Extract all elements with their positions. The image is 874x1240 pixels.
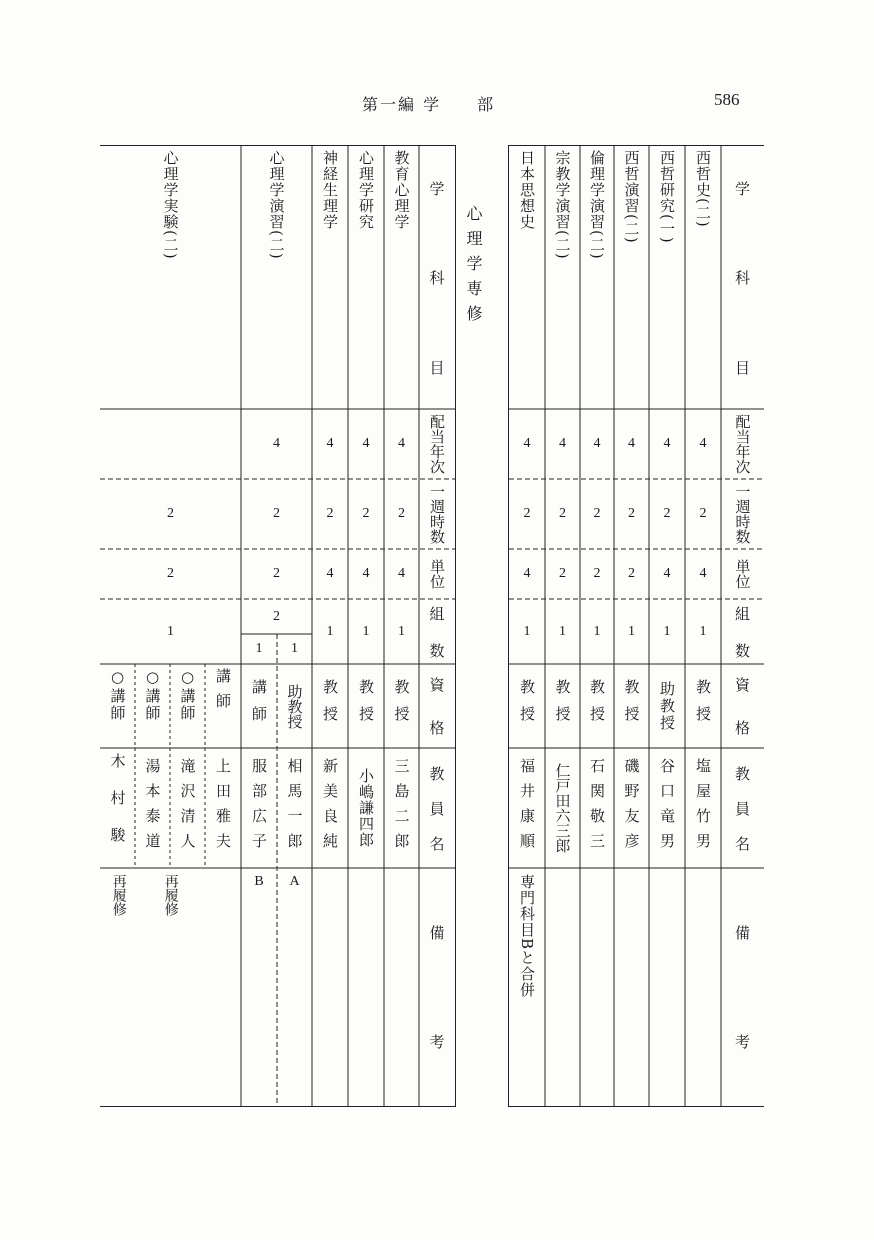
table-cell-qual: 教授 <box>357 679 375 733</box>
table-cell-year: 4 <box>699 436 707 451</box>
table-cell-hours: 2 <box>593 506 601 521</box>
table-cell-credits: 2 <box>559 566 566 581</box>
col-header-credits: 単位 <box>428 559 446 589</box>
table-cell-qual: 教授 <box>694 679 712 733</box>
table-cell-teacher: 三島二郎 <box>392 758 411 858</box>
table-row-subject: 心理学実験(二) <box>161 150 180 260</box>
table-cell-teacher: 福井康順 <box>518 758 536 858</box>
table-cell-note: B <box>254 874 264 889</box>
table-row-subject: 倫理学演習(二) <box>588 150 606 260</box>
table-cell-groups: 1 <box>663 623 671 639</box>
table-row-subject: 心理学研究 <box>357 150 375 230</box>
table-cell-hours: 2 <box>326 506 334 521</box>
table-cell-credits: 2 <box>628 566 635 581</box>
table-cell-teacher: 塩屋竹男 <box>694 758 712 858</box>
table-cell-qual: 教授 <box>321 679 339 733</box>
col-header-teacher: 教 員 名 <box>734 764 750 853</box>
col-header-subject-1: 学 <box>734 179 750 198</box>
table-cell-credits: 4 <box>398 566 405 581</box>
table-cell-teacher: 服部広子 <box>250 758 268 858</box>
table-cell-groups-sub: 1 <box>255 641 263 656</box>
table-cell-year: 4 <box>362 436 370 451</box>
table-cell-note: 専門科目Bと合併 <box>518 874 536 999</box>
col-header-remarks: 備 考 <box>734 924 750 1051</box>
col-header-groups: 組 数 <box>734 604 750 660</box>
col-header-credits: 単位 <box>733 559 752 589</box>
page-number: 586 <box>714 90 740 109</box>
table-cell-credits: 2 <box>167 566 174 581</box>
col-header-subject-3: 目 <box>734 358 750 377</box>
left-table <box>100 145 456 1107</box>
table-cell-year: 4 <box>593 436 601 451</box>
table-cell-qual: ○講師 <box>143 668 162 722</box>
table-cell-qual: ○講師 <box>178 668 197 722</box>
right-table <box>508 145 764 1107</box>
table-cell-credits: 4 <box>663 566 671 581</box>
col-header-subject-2: 科 <box>734 269 750 287</box>
table-cell-year: 4 <box>273 436 280 451</box>
section-label: 心理学専修 <box>464 205 483 330</box>
table-cell-groups: 2 <box>273 608 280 624</box>
table-cell-groups: 1 <box>699 623 707 639</box>
table-row-subject: 神経生理学 <box>321 150 339 230</box>
table-cell-hours: 2 <box>398 506 405 521</box>
table-cell-teacher: 石関敬三 <box>588 758 606 858</box>
table-cell-year: 4 <box>398 436 405 451</box>
col-header-qual: 資 格 <box>429 676 445 737</box>
table-cell-qual: 教授 <box>553 679 572 733</box>
table-cell-groups: 1 <box>398 623 405 639</box>
table-cell-teacher: 磯野友彦 <box>622 758 641 858</box>
table-cell-credits: 4 <box>362 566 370 581</box>
table-cell-credits: 2 <box>593 566 601 581</box>
table-cell-hours: 2 <box>699 506 707 521</box>
table-cell-qual: ○講師 <box>108 668 127 722</box>
table-cell-qual: 教授 <box>622 679 641 733</box>
col-header-qual: 資 格 <box>734 676 750 737</box>
table-cell-qual: 助教授 <box>658 680 676 732</box>
table-cell-hours: 2 <box>362 506 370 521</box>
table-cell-credits: 4 <box>326 566 334 581</box>
col-header-teacher: 教 員 名 <box>429 764 445 853</box>
table-cell-qual: 教授 <box>392 679 411 733</box>
col-header-hours: 一週時数 <box>428 484 446 544</box>
table-cell-teacher: 上田雅夫 <box>214 758 232 858</box>
table-row-subject: 西哲演習(二) <box>622 150 641 244</box>
table-cell-teacher: 谷口竜男 <box>658 758 676 858</box>
table-cell-credits: 4 <box>523 566 531 581</box>
table-cell-groups-sub: 1 <box>291 641 298 656</box>
table-cell-teacher: 小嶋謙四郎 <box>357 768 375 848</box>
table-cell-credits: 4 <box>699 566 707 581</box>
table-cell-hours: 2 <box>273 506 280 521</box>
table-cell-year: 4 <box>523 436 531 451</box>
table-cell-teacher: 木村駿 <box>108 752 127 864</box>
col-header-year: 配当年次 <box>428 414 446 474</box>
table-cell-teacher: 滝沢清人 <box>178 758 197 858</box>
table-cell-groups: 1 <box>326 623 334 639</box>
table-cell-qual: 教授 <box>518 679 536 733</box>
table-cell-qual: 教授 <box>588 679 606 733</box>
table-cell-hours: 2 <box>628 506 635 521</box>
table-row-subject: 西哲研究(一) <box>658 150 676 244</box>
col-header-hours: 一週時数 <box>733 484 752 544</box>
table-cell-year: 4 <box>326 436 334 451</box>
table-row-subject: 日本思想史 <box>518 150 536 230</box>
table-cell-teacher: 相馬一郎 <box>285 758 304 858</box>
col-header-remarks: 備 考 <box>429 924 445 1051</box>
table-cell-teacher: 新美良純 <box>321 758 339 858</box>
table-row-subject: 宗教学演習(二) <box>553 150 572 260</box>
table-cell-groups: 1 <box>523 623 531 639</box>
table-cell-year: 4 <box>628 436 635 451</box>
table-cell-credits: 2 <box>273 566 280 581</box>
table-cell-qual: 講師 <box>214 668 232 718</box>
table-row-subject: 心理学演習(二) <box>267 150 286 260</box>
table-cell-hours: 2 <box>663 506 671 521</box>
table-cell-note: A <box>289 874 300 889</box>
table-cell-groups: 1 <box>167 623 174 639</box>
table-cell-groups: 1 <box>593 623 601 639</box>
table-cell-qual: 助教授 <box>285 683 304 729</box>
col-header-subject: 学 科 目 <box>429 179 445 377</box>
table-row-subject: 教育心理学 <box>392 150 411 230</box>
table-cell-note: 再履修 <box>162 874 179 916</box>
table-cell-groups: 1 <box>628 623 635 639</box>
table-cell-year: 4 <box>559 436 566 451</box>
table-cell-groups: 1 <box>362 623 370 639</box>
table-cell-note: 再履修 <box>110 874 127 916</box>
col-header-groups: 組 数 <box>429 604 445 660</box>
table-cell-teacher: 湯本泰道 <box>143 758 162 858</box>
col-header-subject <box>721 146 764 409</box>
table-cell-hours: 2 <box>559 506 566 521</box>
page-header-title: 第一編 学 部 <box>362 95 496 114</box>
table-cell-year: 4 <box>663 436 671 451</box>
table-cell-hours: 2 <box>523 506 531 521</box>
table-cell-qual: 講師 <box>250 679 268 733</box>
col-header-year: 配当年次 <box>733 414 752 474</box>
table-cell-groups: 1 <box>559 623 566 639</box>
table-cell-teacher: 仁戸田六三郎 <box>553 763 572 853</box>
table-row-subject: 西哲史(二) <box>694 150 712 228</box>
table-cell-hours: 2 <box>167 506 174 521</box>
